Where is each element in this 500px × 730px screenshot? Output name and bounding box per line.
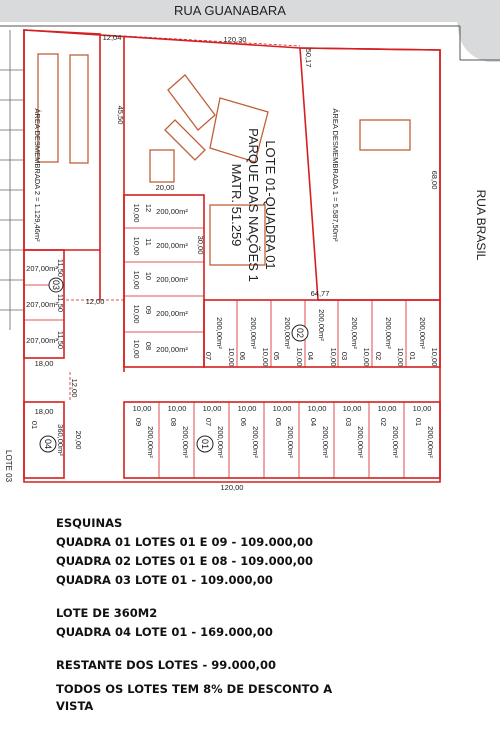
svg-text:200,00m²: 200,00m²	[391, 426, 400, 458]
svg-text:07: 07	[204, 351, 213, 361]
svg-text:64,77: 64,77	[310, 289, 330, 298]
svg-text:10,00: 10,00	[167, 404, 187, 413]
svg-text:11: 11	[144, 238, 153, 246]
svg-text:200,00m²: 200,00m²	[156, 309, 188, 318]
svg-text:11,50: 11,50	[56, 330, 65, 350]
svg-text:02: 02	[374, 351, 383, 361]
svg-text:08: 08	[144, 341, 153, 351]
svg-text:05: 05	[272, 351, 281, 361]
svg-text:10,00: 10,00	[329, 347, 338, 367]
svg-text:68,00: 68,00	[430, 170, 439, 190]
svg-text:10,00: 10,00	[430, 347, 439, 367]
svg-text:09: 09	[144, 305, 153, 315]
left-neighbours	[0, 30, 24, 330]
svg-text:02: 02	[379, 417, 388, 427]
svg-text:360,00m²: 360,00m²	[56, 424, 65, 456]
svg-text:01: 01	[408, 351, 417, 361]
svg-text:10,00: 10,00	[132, 203, 141, 223]
street-guanabara: RUA GUANABARA	[174, 3, 286, 18]
svg-text:200,00m²: 200,00m²	[350, 317, 359, 349]
svg-text:120,00: 120,00	[220, 483, 244, 492]
street-brasil: RUA BRASIL	[474, 189, 488, 261]
svg-text:09: 09	[134, 417, 143, 427]
note-line: QUADRA 01 LOTES 01 E 09 - 109.000,00	[56, 535, 314, 549]
svg-text:10,00: 10,00	[132, 236, 141, 256]
svg-text:07: 07	[204, 417, 213, 427]
svg-text:200,00m²: 200,00m²	[356, 426, 365, 458]
svg-text:200,00m²: 200,00m²	[317, 309, 326, 341]
note-line: LOTE DE 360M2	[56, 606, 158, 620]
svg-text:10,00: 10,00	[342, 404, 362, 413]
side-label: LOTE 03	[4, 450, 13, 483]
svg-text:10,00: 10,00	[202, 404, 222, 413]
svg-text:10,00: 10,00	[132, 270, 141, 290]
svg-text:PARQUE DAS NAÇÕES 1: PARQUE DAS NAÇÕES 1	[246, 128, 261, 282]
note-line: RESTANTE DOS LOTES - 99.000,00	[56, 658, 276, 672]
svg-text:200,00m²: 200,00m²	[156, 275, 188, 284]
building	[165, 120, 205, 160]
svg-text:12: 12	[144, 203, 153, 213]
note-line: QUADRA 03 LOTE 01 - 109.000,00	[56, 573, 273, 587]
svg-text:10,00: 10,00	[132, 339, 141, 359]
svg-text:10,00: 10,00	[272, 404, 292, 413]
svg-text:200,00m²: 200,00m²	[286, 426, 295, 458]
q02-column-lots	[132, 204, 188, 359]
svg-text:11,50: 11,50	[56, 293, 65, 313]
svg-text:10,00: 10,00	[132, 404, 152, 413]
svg-text:04: 04	[43, 438, 53, 450]
building	[150, 150, 174, 182]
svg-text:50,17: 50,17	[304, 48, 313, 68]
svg-text:12,00: 12,00	[85, 297, 105, 306]
building	[70, 55, 88, 163]
area-desmembrada-1	[300, 48, 440, 300]
svg-text:04: 04	[309, 417, 318, 427]
svg-text:200,00m²: 200,00m²	[249, 317, 258, 349]
svg-text:03: 03	[340, 351, 349, 361]
area-2-label: ÁREA DESMEMBRADA 2 = 1.129,46m²	[33, 108, 42, 242]
svg-text:200,00m²: 200,00m²	[321, 426, 330, 458]
svg-text:10,00: 10,00	[307, 404, 327, 413]
svg-text:LOTE 01-QUADRA 01: LOTE 01-QUADRA 01	[263, 140, 278, 270]
svg-text:01: 01	[200, 438, 210, 450]
building	[360, 120, 410, 150]
svg-text:20,00: 20,00	[74, 430, 83, 450]
svg-text:12,00: 12,00	[70, 378, 79, 398]
svg-text:11,50: 11,50	[56, 258, 65, 278]
svg-text:30,00: 30,00	[196, 235, 205, 255]
svg-text:01: 01	[414, 417, 423, 427]
svg-text:10,00: 10,00	[362, 347, 371, 367]
svg-text:207,00m²: 207,00m²	[26, 336, 58, 345]
svg-text:200,00m²: 200,00m²	[418, 317, 427, 349]
svg-text:200,00m²: 200,00m²	[251, 426, 260, 458]
svg-text:04: 04	[306, 351, 315, 361]
svg-text:08: 08	[169, 417, 178, 427]
svg-text:200,00m²: 200,00m²	[215, 317, 224, 349]
svg-text:200,00m²: 200,00m²	[216, 426, 225, 458]
svg-text:10,00: 10,00	[227, 347, 236, 367]
note-line: QUADRA 04 LOTE 01 - 169.000,00	[56, 625, 273, 639]
svg-text:200,00m²: 200,00m²	[181, 426, 190, 458]
note-discount: TODOS OS LOTES TEM 8% DE DESCONTO A VISTA	[56, 682, 333, 713]
svg-text:10,00: 10,00	[295, 347, 304, 367]
svg-text:200,00m²: 200,00m²	[156, 345, 188, 354]
dimension-labels	[35, 33, 439, 492]
svg-text:207,00m²: 207,00m²	[26, 264, 58, 273]
svg-text:18,00: 18,00	[34, 407, 54, 416]
buildings	[38, 54, 410, 265]
price-notes	[56, 514, 476, 715]
area-1-label: ÁREA DESMEMBRADA 1 = 5.587,50m²	[331, 108, 340, 242]
svg-text:18,00: 18,00	[34, 359, 54, 368]
road-corner	[455, 0, 500, 62]
svg-text:120,30: 120,30	[223, 35, 247, 44]
svg-text:10,00: 10,00	[261, 347, 270, 367]
svg-text:10: 10	[144, 271, 153, 281]
q01-lots	[133, 404, 435, 458]
q02-row-lots	[204, 309, 439, 366]
svg-text:10,00: 10,00	[377, 404, 397, 413]
building	[168, 75, 215, 130]
lot-title	[229, 128, 278, 282]
svg-text:200,00m²: 200,00m²	[146, 426, 155, 458]
note-heading: ESQUINAS	[56, 516, 123, 530]
svg-text:200,00m²: 200,00m²	[384, 317, 393, 349]
svg-text:MATR. 51.259: MATR. 51.259	[229, 163, 244, 247]
svg-text:200,00m²: 200,00m²	[283, 317, 292, 349]
property-boundary	[24, 30, 440, 482]
note-line: QUADRA 02 LOTES 01 E 08 - 109.000,00	[56, 554, 314, 568]
svg-text:200,00m²: 200,00m²	[156, 207, 188, 216]
svg-text:207,00m²: 207,00m²	[26, 300, 58, 309]
svg-text:06: 06	[239, 417, 248, 427]
svg-text:01: 01	[30, 420, 39, 430]
svg-text:200,00m²: 200,00m²	[156, 241, 188, 250]
svg-text:10,00: 10,00	[132, 304, 141, 324]
svg-text:10,00: 10,00	[396, 347, 405, 367]
svg-text:02: 02	[295, 327, 305, 339]
svg-text:10,00: 10,00	[237, 404, 257, 413]
q01-lines	[159, 402, 404, 478]
svg-text:45,50: 45,50	[116, 105, 125, 125]
svg-text:20,00: 20,00	[155, 183, 175, 192]
svg-text:12,04: 12,04	[102, 33, 122, 42]
svg-text:03: 03	[344, 417, 353, 427]
svg-text:10,00: 10,00	[412, 404, 432, 413]
svg-text:200,00m²: 200,00m²	[426, 426, 435, 458]
q03-lots	[26, 264, 58, 345]
svg-text:05: 05	[274, 417, 283, 427]
svg-text:06: 06	[238, 351, 247, 361]
svg-text:03: 03	[51, 279, 61, 291]
